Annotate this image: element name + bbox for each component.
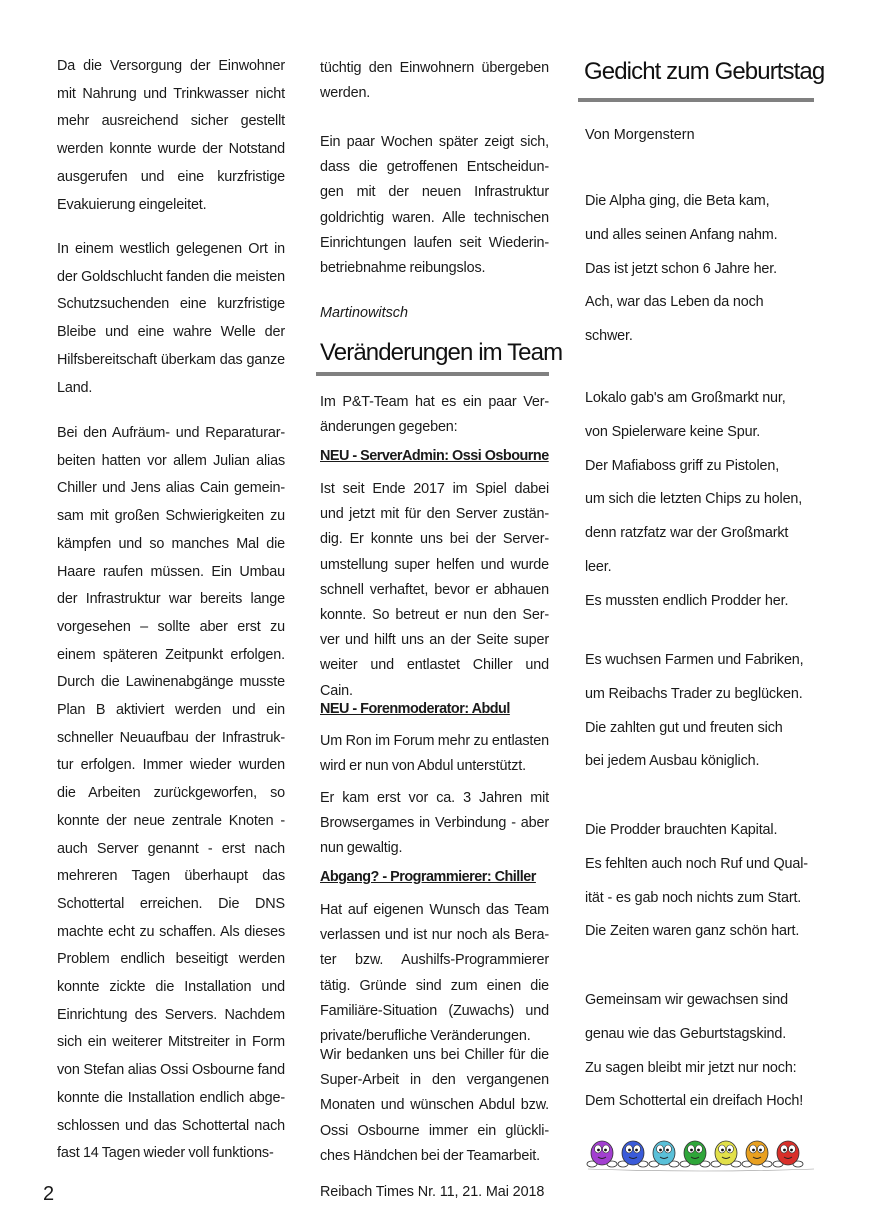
poem-line: Der Mafiaboss griff zu Pistolen, [585, 457, 780, 474]
subheading-serveradmin: NEU - ServerAdmin: Ossi Osbourne [320, 448, 549, 464]
mascot-figure [773, 1141, 803, 1167]
text-line: ches Händchen bei der Teamarbeit. [320, 1147, 540, 1164]
text-line: einem späteren Zeitpunkt erfolgen. [57, 646, 285, 663]
text-line: verlassen und ist nur noch als Bera- [320, 927, 549, 944]
poem-line: Gemeinsam wir gewachsen sind [585, 992, 788, 1008]
poem-title: Gedicht zum Geburtstag [584, 58, 825, 85]
text-line: tätig. Gründe sind zum einen die [320, 977, 549, 994]
text-line: Hilfsbereitschaft überkam das ganze [57, 351, 285, 368]
poem-line: Das ist jetzt schon 6 Jahre her. [585, 260, 777, 277]
text-line: Ist seit Ende 2017 im Spiel dabei [320, 481, 549, 497]
text-line: ver und hilft uns an der Seite super [320, 632, 549, 649]
article-author: Martinowitsch [320, 305, 408, 321]
text-line: Hat auf eigenen Wunsch das Team [320, 902, 549, 918]
text-line: fast 14 Tagen wieder voll funktions- [57, 1145, 274, 1162]
text-line: kämpfen und so manches Mal die [57, 535, 285, 552]
forenmoderator-text-2 [320, 786, 549, 862]
text-line: Super-Arbeit in den vergangenen [320, 1072, 549, 1089]
poem-line: Dem Schottertal ein dreifach Hoch! [585, 1093, 804, 1110]
poem-author: Von Morgenstern [585, 127, 695, 143]
text-line: Einrichtungen laufen seit Wiederin- [320, 234, 549, 251]
footer-issue: Reibach Times Nr. 11, 21. Mai 2018 [320, 1184, 545, 1200]
text-line: Ein paar Wochen später zeigt sich, [320, 134, 549, 150]
mascot-figure [680, 1141, 710, 1167]
text-line: auch Server genannt - erst nach [57, 840, 285, 857]
text-line: konnte der neue zentrale Knoten - [57, 812, 285, 829]
text-line: wird er nun von Abdul unterstützt. [320, 758, 526, 775]
poem-line: Zu sagen bleibt mir jetzt nur noch: [585, 1059, 797, 1076]
mascot-figure [711, 1141, 741, 1167]
mascot-row-illustration [586, 1136, 816, 1172]
poem-line: um sich die letzten Chips zu holen, [585, 491, 803, 508]
poem-line: Die Alpha ging, die Beta kam, [585, 193, 770, 209]
poem-line: Es fehlten auch noch Ruf und Qual- [585, 855, 808, 872]
text-line: weiter und entlastet Chiller und [320, 657, 549, 674]
text-line: In einem westlich gelegenen Ort in [57, 241, 285, 257]
poem-line: um Reibachs Trader zu beglücken. [585, 685, 803, 702]
text-line: Da die Versorgung der Einwohner [57, 58, 285, 74]
text-line: Monaten und wünschen Abdul bzw. [320, 1097, 549, 1114]
forenmoderator-text-1 [320, 729, 549, 779]
text-line: konnte zickte die Installation und [57, 979, 285, 996]
text-line: Familiäre-Situation (Zuwachs) und [320, 1002, 549, 1019]
text-line: Haare raufen müssen. Ein Umbau [57, 563, 285, 580]
text-line: Schottertal erreichen. Die DNS [57, 895, 285, 912]
text-line: der Goldschlucht fanden die meisten [57, 268, 285, 285]
text-line: gen mit der neuen Infrastruktur [320, 184, 549, 201]
poem-line: Lokalo gab's am Großmarkt nur, [585, 390, 786, 406]
programmierer-text-2 [320, 1043, 549, 1169]
team-intro [320, 390, 549, 440]
poem-line: und alles seinen Anfang nahm. [585, 226, 778, 243]
text-line: Evakuierung eingeleitet. [57, 196, 207, 213]
poem-line: Die Zeiten waren ganz schön hart. [585, 923, 800, 940]
text-line: goldrichtig waren. Alle technischen [320, 209, 549, 226]
text-line: Bei den Aufräum- und Reparaturar- [57, 425, 285, 441]
page-number: 2 [43, 1183, 55, 1205]
text-line: und jetzt mit für den Server zustän- [320, 506, 549, 523]
poem-line: Die Prodder brauchten Kapital. [585, 822, 778, 838]
text-line: tur erfolgen. Immer wieder wurden [57, 757, 285, 774]
text-line: Bleibe und eine wahre Welle der [57, 324, 285, 341]
text-line: Plan B aktiviert werden und ein [57, 702, 285, 719]
subheading-forenmoderator: NEU - Forenmoderator: Abdul [320, 701, 510, 717]
text-line: Problem endlich beseitigt werden [57, 951, 285, 968]
text-line: werden. [320, 85, 371, 102]
text-line: nun gewaltig. [320, 840, 403, 857]
poem-line: Es mussten endlich Prodder her. [585, 592, 789, 609]
text-line: Im P&T-Team hat es ein paar Ver- [320, 394, 549, 410]
text-line: sam mit großen Schwierigkeiten zu [57, 508, 285, 525]
text-line: Land. [57, 379, 93, 396]
text-line: umstellung super helfen und wurde [320, 556, 549, 573]
poem-line: schwer. [585, 328, 633, 345]
text-line: betriebnahme reibungslos. [320, 260, 486, 277]
text-line: Browsergames in Verbindung - aber [320, 815, 549, 832]
serveradmin-text [320, 477, 549, 704]
text-line: Wir bedanken uns bei Chiller für die [320, 1047, 549, 1063]
text-line: der Infrastruktur war bereits lange [57, 591, 285, 608]
text-line: schlossen und das Schottertal nach [57, 1117, 285, 1134]
text-line: schneller Neuaufbau der Infrastruk- [57, 729, 285, 746]
text-line: private/berufliche Veränderungen. [320, 1028, 531, 1045]
text-line: Cain. [320, 682, 353, 699]
mascot-figure [742, 1141, 772, 1167]
text-line: schnell verhaftet, bevor er abhauen [320, 581, 549, 598]
text-line: dig. Er konnte uns bei der Server- [320, 531, 549, 548]
text-line: vorgesehen – sollte aber erst zu [57, 618, 285, 635]
mascot-figure [587, 1141, 617, 1167]
text-line: mit Nahrung und Trinkwasser nicht [57, 85, 285, 102]
text-line: tüchtig den Einwohnern übergeben [320, 60, 549, 76]
text-line: Chiller und Jens alias Cain gemein- [57, 480, 285, 497]
text-line: Er kam erst vor ca. 3 Jahren mit [320, 790, 549, 806]
team-section-title: Veränderungen im Team [320, 339, 563, 366]
text-line: Einrichtung des Servers. Nachdem [57, 1006, 285, 1023]
text-line: ter bzw. Aushilfs-Programmierer [320, 952, 549, 969]
text-line: von Stefan alias Ossi Osbourne fand [57, 1062, 285, 1079]
mascot-figure [649, 1141, 679, 1167]
text-line: sich ein weiterer Mitstreiter in Form [57, 1034, 285, 1051]
text-line: Schutzsuchenden eine kurzfristige [57, 296, 285, 313]
paragraph-repairs [57, 420, 285, 1168]
subheading-programmierer: Abgang? - Programmierer: Chiller [320, 869, 536, 885]
text-line: konnte die Installation endlich abge- [57, 1089, 285, 1106]
paragraph-goldschlucht [57, 236, 285, 402]
paragraph-weeks-later [320, 130, 549, 281]
programmierer-text-1 [320, 898, 549, 1049]
poem-title-rule [578, 98, 814, 102]
text-line: dass die getroffenen Entscheidun- [320, 159, 549, 176]
text-line: beiten hatten vor allem Julian alias [57, 452, 285, 469]
text-line: mehr ausreichend sicher gestellt [57, 113, 285, 130]
text-line: änderungen gegeben: [320, 419, 458, 436]
team-title-rule [316, 372, 549, 376]
poem-line: ität - es gab noch nichts zum Start. [585, 889, 802, 906]
paragraph-handover [320, 56, 549, 106]
poem-line: Die zahlten gut und freuten sich [585, 719, 783, 736]
poem-line: von Spielerware keine Spur. [585, 423, 761, 440]
text-line: Durch die Lawinenabgänge musste [57, 674, 285, 691]
mascot-figure [618, 1141, 648, 1167]
text-line: die Arbeiten zurückgeworfen, so [57, 785, 285, 802]
poem-line: bei jedem Ausbau königlich. [585, 753, 760, 770]
text-line: mehreren Tagen überhaupt das [57, 868, 285, 885]
text-line: werden konnte wurde der Notstand [57, 141, 285, 158]
poem-line: genau wie das Geburtstagskind. [585, 1025, 787, 1042]
text-line: machte echt zu schaffen. Als dieses [57, 923, 285, 940]
poem-line: Ach, war das Leben da noch [585, 294, 764, 311]
text-line: Ossi Osbourne immer ein glückli- [320, 1122, 549, 1139]
text-line: konnte. So betreut er nun den Ser- [320, 607, 549, 624]
poem-line: Es wuchsen Farmen und Fabriken, [585, 652, 804, 668]
text-line: Um Ron im Forum mehr zu entlasten [320, 733, 549, 749]
poem-line: denn ratzfatz war der Großmarkt [585, 525, 789, 542]
text-line: ausgerufen und eine kurzfristige [57, 168, 285, 185]
poem-line: leer. [585, 559, 612, 575]
paragraph-evacuation [57, 53, 285, 219]
